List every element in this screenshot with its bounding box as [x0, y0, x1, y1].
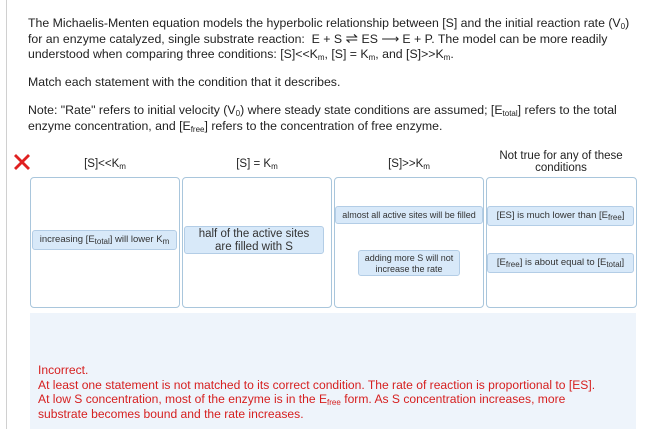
- column-header-not-true: Not true for any of these conditions: [499, 150, 623, 174]
- chip-es-lower-than-efree[interactable]: [ES] is much lower than $[E_{free}]$: [487, 206, 634, 226]
- column-header-s-equals-km: $[S] = K_m$: [236, 158, 278, 171]
- chip-almost-all-sites-filled[interactable]: almost all active sites will be filled: [335, 206, 483, 224]
- drop-zone-high-s[interactable]: [334, 177, 484, 308]
- match-instruction: Match each statement with the condition that it describes.: [28, 75, 341, 89]
- chip-adding-s-no-rate-increase[interactable]: adding more S will not increase the rate: [358, 250, 460, 276]
- chip-increasing-etotal-lowers-km[interactable]: increasing $[E_{total}]$ will lower $K_m$: [32, 230, 177, 250]
- forward-arrow-icon: ⟶: [381, 32, 399, 46]
- column-header-low-s: $[S]<<K_m$: [84, 158, 126, 171]
- equilibrium-arrow-icon: ⇌: [345, 30, 359, 47]
- feedback-title: Incorrect.: [38, 363, 89, 377]
- drop-zone-not-true[interactable]: [486, 177, 637, 308]
- column-header-high-s: $[S]>>K_m$: [388, 158, 430, 171]
- question-intro: The Michaelis-Menten equation models the hyperbolic relationship between [S] and the initial reaction rate $(V_0)$ for an enzyme catalyzed, single substrate reaction: E + S ⇌ ES ⟶ E + P. The model can be more readily understood when comparing three conditions: $[S]<<K_m$, $[S] = K_m$, and $[S]>>K_m$.: [28, 16, 630, 62]
- chip-half-active-sites-filled[interactable]: half of the active sites are filled with S: [184, 226, 324, 254]
- feedback-text: Incorrect. At least one statement is not matched to its correct condition. The rate of reaction is proportional to [ES]. At low S concentration, most of the enzyme is in the $E_{free}$ form. As S concentration increases, more substrate becomes bound and the rate increases.: [38, 363, 638, 421]
- note-text: Note: "Rate" refers to initial velocity $(V_0)$ where steady state conditions are assumed; $[E_{total}]$ refers to the total enzyme concentration, and $[E_{free}]$ refers to the concentration of free enzyme.: [28, 103, 617, 134]
- equation: E + S ⇌ ES ⟶ E + P.: [311, 30, 435, 47]
- chip-efree-equals-etotal[interactable]: $[E_{free}]$ is about equal to $[E_{total}]$: [487, 253, 634, 273]
